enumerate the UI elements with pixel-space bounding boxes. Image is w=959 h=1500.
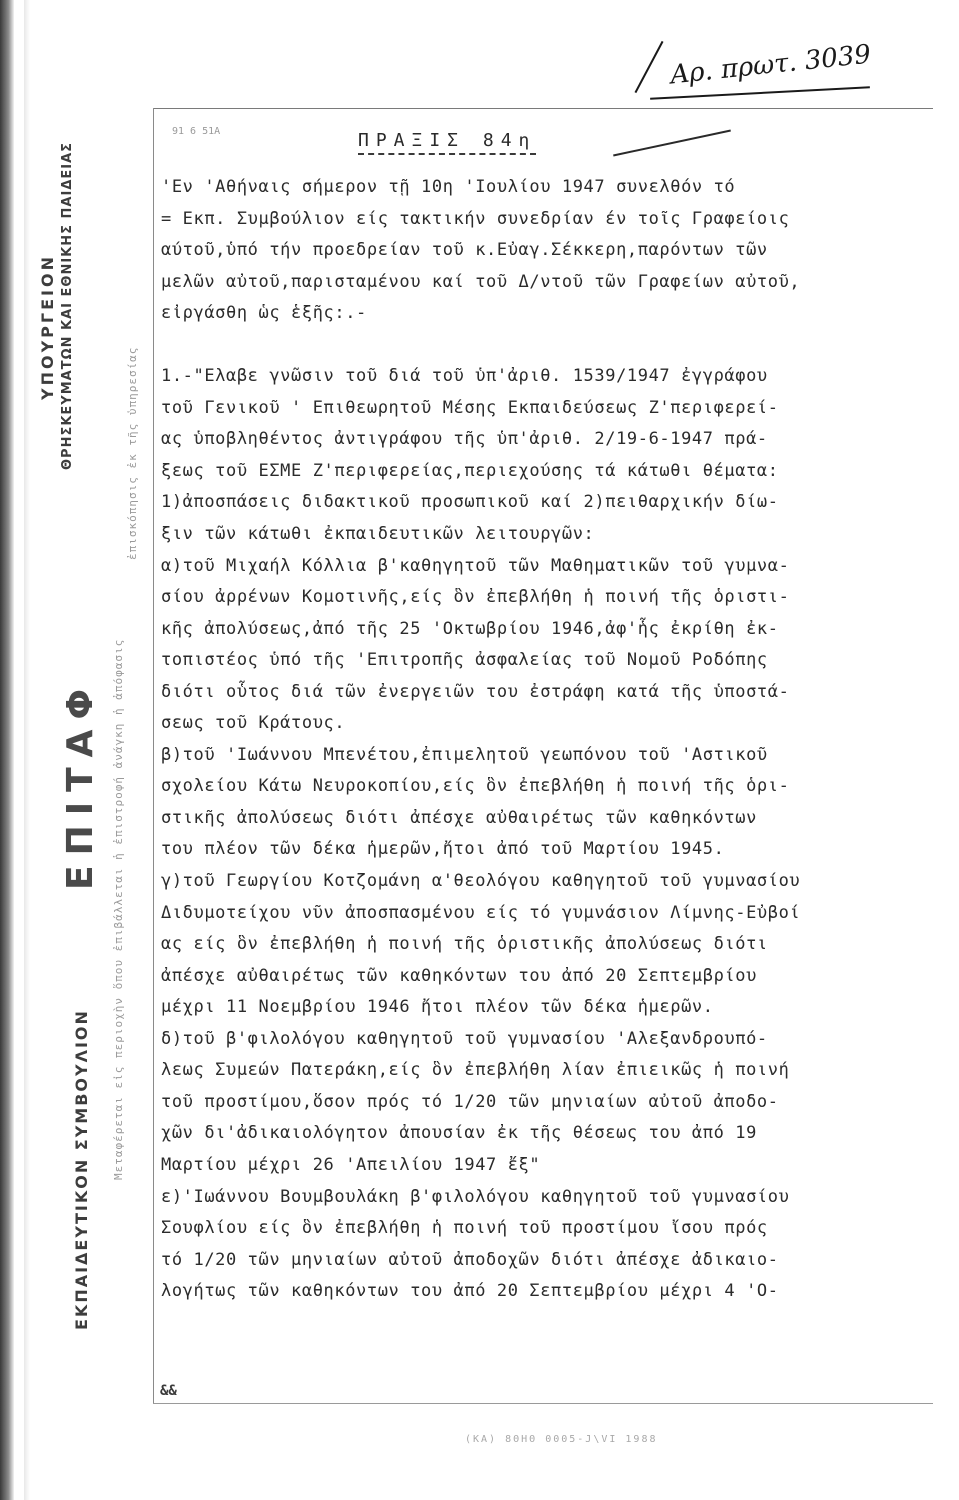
large-vertical-stamp: ΕΠΙΤΑΦ (60, 678, 101, 890)
ministry-sub-stamp: ΘΡΗΣΚΕΥΜΑΤΩΝ ΚΑΙ ΕΘΝΙΚΗΣ ΠΑΙΔΕΙΑΣ (60, 141, 75, 470)
text-line: του πλέον τῶν δέκα ἡμερῶν,ἤτοι ἀπό τοῦ Μαρτίου 1945. (161, 839, 725, 860)
end-mark: && (160, 1383, 177, 1399)
text-line: ας είς ὃν ἐπεβλήθη ἡ ποινή τῆς ὁριστικῆς ἀπολύσεως διότι (161, 934, 768, 955)
frame-top-border (153, 108, 933, 109)
footer-faint-print: (ΚΑ) 8ΘΗΘ 0005-J\VΙ 1988 (465, 1434, 658, 1445)
frame-left-border (153, 108, 154, 1403)
text-line: Διδυμοτείχου νῦν ἀποσπασμένου είς τό γυμνάσιον Λίμνης-Εὐβοί (161, 902, 801, 923)
faint-vertical-note: Μεταφέρεται εἰς περιοχὴν ὅπου ἐπιβάλλεται ἡ ἐπιστροφή ἀνάγκη ἡ ἀπόφασις (112, 638, 125, 1180)
text-line: σχολείου Κάτω Νευροκοπίου,είς ὃν ἐπεβλήθη ἡ ποινή τῆς ὁρι- (161, 776, 790, 797)
text-line: ας ὑποβληθέντος ἀντιγράφου τῆς ὑπ'ἀριθ. 2/19-6-1947 πρά- (161, 429, 768, 450)
text-line: ε)'Ιωάννου Βουμβουλάκη β'φιλολόγου καθηγητοῦ τοῦ γυμνασίου (161, 1186, 790, 1207)
text-line: 1)ἀποσπάσεις διδακτικοῦ προσωπικοῦ καί 2)πειθαρχικήν δίω- (161, 492, 779, 513)
heading-stroke (613, 130, 731, 157)
council-stamp: ΕΚΠΑΙΔΕΥΤΙΚΟΝ ΣΥΜΒΟΥΛΙΟΝ (72, 1009, 91, 1330)
text-line: β)τοῦ 'Ιωάννου Μπενέτου,ἐπιμελητοῦ γεωπόνου τοῦ 'Αστικοῦ (161, 744, 768, 765)
ministry-stamp: ΥΠΟΥΡΓΕΙΟΝ (38, 254, 57, 400)
document-body (161, 172, 941, 1308)
reference-slash-mark (635, 41, 664, 93)
text-line: ξιν τῶν κάτωθι ἐκπαιδευτικῶν λειτουργῶν: (161, 524, 595, 545)
text-line: μελῶν αὐτοῦ,παρισταμένου καί τοῦ Δ/ντοῦ τῶν Γραφείων αὐτοῦ, (161, 271, 801, 292)
text-line: ἀπέσχε αὐθαιρέτως τῶν καθηκόντων του ἀπό 20 Σεπτεμβρίου (161, 965, 757, 986)
text-line: στικῆς ἀπολύσεως διότι ἀπέσχε αὐθαιρέτως τῶν καθηκόντων (161, 807, 757, 828)
text-line: α)τοῦ Μιχαήλ Κόλλια β'καθηγητοῦ τῶν Μαθηματικῶν τοῦ γυμνα- (161, 555, 790, 576)
scan-edge-smudge (24, 0, 30, 1500)
text-line: 'Εν 'Αθήναις σήμερον τῇ 10η 'Ιουλίου 1947 συνελθόν τό (161, 177, 736, 197)
reference-number: Αρ. πρωτ. 3039 (668, 39, 873, 91)
scan-edge-shadow (0, 0, 14, 1500)
text-line: τοῦ προστίμου,ὅσον πρός τό 1/20 τῶν μηνιαίων αὐτοῦ ἀποδο- (161, 1091, 779, 1112)
text-line: λεως Συμεών Πατεράκη,είς ὃν ἐπεβλήθη λίαν ἐπιεικῶς ἡ ποινή (161, 1060, 790, 1081)
text-line: δ)τοῦ β'φιλολόγου καθηγητοῦ τοῦ γυμνασίου 'Αλεξανδρουπό- (161, 1028, 768, 1049)
document-heading: ΠΡΑΞΙΣ 84η (358, 130, 536, 155)
text-line: σίου ἀρρένων Κομοτινῆς,είς ὃν ἐπεβλήθη ἡ ποινή τῆς ὁριστι- (161, 587, 790, 608)
corner-mark: 91 6 51A (172, 126, 221, 137)
text-line: τό 1/20 τῶν μηνιαίων αὐτοῦ ἀποδοχῶν διότι ἀπέσχε ἀδικαιο- (161, 1249, 779, 1270)
text-line: μέχρι 11 Νοεμβρίου 1946 ἤτοι πλέον τῶν δέκα ἡμερῶν. (161, 997, 714, 1018)
text-line: Μαρτίου μέχρι 26 'Απειλίου 1947 ἔξ" (161, 1154, 541, 1175)
text-line: λογήτως τῶν καθηκόντων του ἀπό 20 Σεπτεμβρίου μέχρι 4 'Ο- (161, 1281, 779, 1302)
text-line: γ)τοῦ Γεωργίου Κοτζομάνη α'θεολόγου καθηγητοῦ τοῦ γυμνασίου (161, 871, 801, 892)
text-line: σεως τοῦ Κράτους. (161, 713, 346, 734)
text-line: εἰργάσθη ὡς ἑξῆς:.- (161, 303, 367, 324)
text-line: διότι οὗτος διά τῶν ἐνεργειῶν του ἐστράφη κατά τῆς ὑποστά- (161, 681, 790, 702)
text-line: χῶν δι'ἀδικαιολόγητον ἀπουσίαν ἐκ τῆς θέσεως του ἀπό 19 (161, 1123, 757, 1144)
text-line: = Εκπ. Συμβούλιον είς τακτικήν συνεδρίαν έν τοῖς Γραφείοις (161, 208, 790, 229)
text-line-blank (161, 330, 941, 362)
text-line: Σουφλίου είς ὃν ἐπεβλήθη ἡ ποινή τοῦ προστίμου ἴσου πρός (161, 1218, 768, 1239)
text-line: κῆς ἀπολύσεως,ἀπό τῆς 25 'Οκτωβρίου 1946,ἀφ'ἧς ἐκρίθη ἐκ- (161, 618, 779, 639)
faint-vertical-note-2: ἐπισκόπησις ἐκ τῆς ὑπηρεσίας (126, 346, 139, 560)
frame-bottom-border (153, 1403, 933, 1404)
text-line: αύτοῦ,ὑπό τήν προεδρείαν τοῦ κ.Εὐαγ.Σέκκερη,παρόντων τῶν (161, 240, 768, 261)
text-line: ξεως τοῦ ΕΣΜΕ Ζ'περιφερείας,περιεχούσης τά κάτωθι θέματα: (161, 460, 779, 481)
text-line: 1.-"Ελαβε γνῶσιν τοῦ διά τοῦ ὑπ'ἀριθ. 1539/1947 ἐγγράφου (161, 366, 768, 387)
text-line: τοῦ Γενικοῦ ' Επιθεωρητοῦ Μέσης Εκπαιδεύσεως Ζ'περιφερεί- (161, 397, 779, 418)
text-line: τοπιστέος ὑπό τῆς 'Επιτροπῆς ἀσφαλείας τοῦ Νομοῦ Ροδόπης (161, 650, 768, 671)
